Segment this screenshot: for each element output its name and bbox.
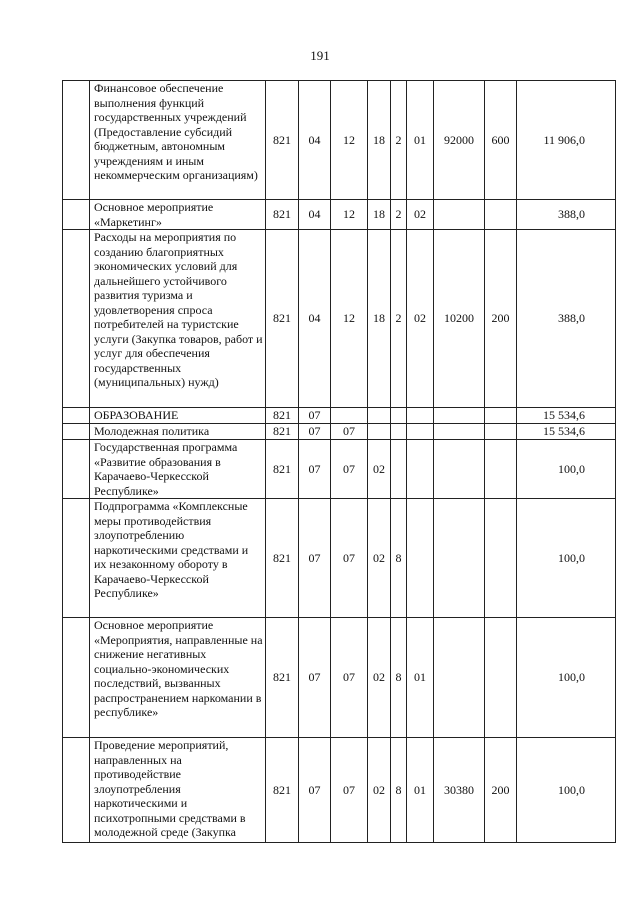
- program-code: [368, 408, 391, 424]
- blank-cell: [63, 200, 90, 230]
- row-name: Проведение мероприятий, направленных на противодействие злоупотребления наркотическими и психотропными средствами в молодежной среде (Закупка: [90, 738, 266, 843]
- program-code: 18: [368, 230, 391, 408]
- subsection-code: 12: [331, 81, 368, 200]
- row-name: Молодежная политика: [90, 424, 266, 440]
- ministry-code: 821: [266, 81, 299, 200]
- row-name: Финансовое обеспечение выполнения функций государственных учреждений (Предоставление субсидий бюджетным, автономным учреждениям и иным некоммерческим организациям): [90, 81, 266, 200]
- subsection-code: 07: [331, 424, 368, 440]
- table-row: [63, 81, 616, 200]
- amount: 15 534,6: [517, 424, 616, 440]
- amount: 100,0: [517, 618, 616, 738]
- subprogram-code: 8: [391, 499, 407, 618]
- subprogram-code: 2: [391, 81, 407, 200]
- subprogram-code: [391, 408, 407, 424]
- subprogram-code: [391, 440, 407, 499]
- event-code: 01: [407, 738, 434, 843]
- amount: 388,0: [517, 200, 616, 230]
- blank-cell: [63, 440, 90, 499]
- amount: 100,0: [517, 738, 616, 843]
- program-code: 18: [368, 81, 391, 200]
- section-code: 04: [299, 230, 331, 408]
- program-code: 02: [368, 738, 391, 843]
- program-code: 02: [368, 499, 391, 618]
- event-code: [407, 408, 434, 424]
- table-row: [63, 499, 616, 618]
- program-code: 18: [368, 200, 391, 230]
- expense-type-code: [485, 499, 517, 618]
- direction-code: 10200: [434, 230, 485, 408]
- amount: 11 906,0: [517, 81, 616, 200]
- subsection-code: [331, 408, 368, 424]
- section-code: 07: [299, 738, 331, 843]
- event-code: 01: [407, 81, 434, 200]
- direction-code: [434, 440, 485, 499]
- table-row: [63, 230, 616, 408]
- ministry-code: 821: [266, 424, 299, 440]
- row-name: Государственная программа «Развитие образования в Карачаево-Черкесской Республике»: [90, 440, 266, 499]
- table-row: [63, 618, 616, 738]
- table-row: [63, 200, 616, 230]
- direction-code: [434, 499, 485, 618]
- row-name: ОБРАЗОВАНИЕ: [90, 408, 266, 424]
- event-code: [407, 440, 434, 499]
- program-code: 02: [368, 440, 391, 499]
- subsection-code: 07: [331, 738, 368, 843]
- ministry-code: 821: [266, 230, 299, 408]
- subprogram-code: 8: [391, 618, 407, 738]
- subprogram-code: 2: [391, 230, 407, 408]
- blank-cell: [63, 618, 90, 738]
- row-name: Расходы на мероприятия по созданию благоприятных экономических условий для дальнейшего устойчивого развития туризма и удовлетворения спроса потребителей на туристские услуги (Закупка товаров, работ и услуг для обеспечения государственных (муниципальных) нужд): [90, 230, 266, 408]
- event-code: 01: [407, 618, 434, 738]
- expense-type-code: [485, 200, 517, 230]
- subsection-code: 12: [331, 200, 368, 230]
- expense-type-code: 200: [485, 738, 517, 843]
- subprogram-code: 8: [391, 738, 407, 843]
- blank-cell: [63, 230, 90, 408]
- ministry-code: 821: [266, 200, 299, 230]
- subsection-code: 07: [331, 499, 368, 618]
- ministry-code: 821: [266, 738, 299, 843]
- direction-code: 92000: [434, 81, 485, 200]
- table-body: [63, 81, 616, 843]
- ministry-code: 821: [266, 408, 299, 424]
- direction-code: [434, 408, 485, 424]
- table-row: [63, 424, 616, 440]
- blank-cell: [63, 424, 90, 440]
- expense-type-code: [485, 408, 517, 424]
- section-code: 07: [299, 440, 331, 499]
- table-row: [63, 440, 616, 499]
- direction-code: [434, 618, 485, 738]
- event-code: [407, 424, 434, 440]
- subprogram-code: 2: [391, 200, 407, 230]
- section-code: 07: [299, 424, 331, 440]
- subprogram-code: [391, 424, 407, 440]
- event-code: [407, 499, 434, 618]
- section-code: 07: [299, 499, 331, 618]
- budget-table: [62, 80, 616, 843]
- event-code: 02: [407, 230, 434, 408]
- direction-code: 30380: [434, 738, 485, 843]
- section-code: 07: [299, 618, 331, 738]
- blank-cell: [63, 81, 90, 200]
- direction-code: [434, 424, 485, 440]
- ministry-code: 821: [266, 440, 299, 499]
- direction-code: [434, 200, 485, 230]
- program-code: 02: [368, 618, 391, 738]
- program-code: [368, 424, 391, 440]
- subsection-code: 07: [331, 618, 368, 738]
- amount: 15 534,6: [517, 408, 616, 424]
- amount: 388,0: [517, 230, 616, 408]
- amount: 100,0: [517, 440, 616, 499]
- table-row: [63, 408, 616, 424]
- page-number: 191: [310, 48, 330, 63]
- blank-cell: [63, 738, 90, 843]
- ministry-code: 821: [266, 499, 299, 618]
- row-name: Основное мероприятие «Мероприятия, направленные на снижение негативных социально-экономических последствий, вызванных распространением наркомании в республике»: [90, 618, 266, 738]
- blank-cell: [63, 408, 90, 424]
- row-name: Подпрограмма «Комплексные меры противодействия злоупотреблению наркотическими средствами и их незаконному обороту в Карачаево-Черкесской Республике»: [90, 499, 266, 618]
- subsection-code: 07: [331, 440, 368, 499]
- table-row: [63, 738, 616, 843]
- expense-type-code: [485, 440, 517, 499]
- event-code: 02: [407, 200, 434, 230]
- expense-type-code: 600: [485, 81, 517, 200]
- section-code: 04: [299, 81, 331, 200]
- expense-type-code: 200: [485, 230, 517, 408]
- expense-type-code: [485, 618, 517, 738]
- amount: 100,0: [517, 499, 616, 618]
- ministry-code: 821: [266, 618, 299, 738]
- section-code: 04: [299, 200, 331, 230]
- subsection-code: 12: [331, 230, 368, 408]
- expense-type-code: [485, 424, 517, 440]
- section-code: 07: [299, 408, 331, 424]
- blank-cell: [63, 499, 90, 618]
- row-name: Основное мероприятие «Маркетинг»: [90, 200, 266, 230]
